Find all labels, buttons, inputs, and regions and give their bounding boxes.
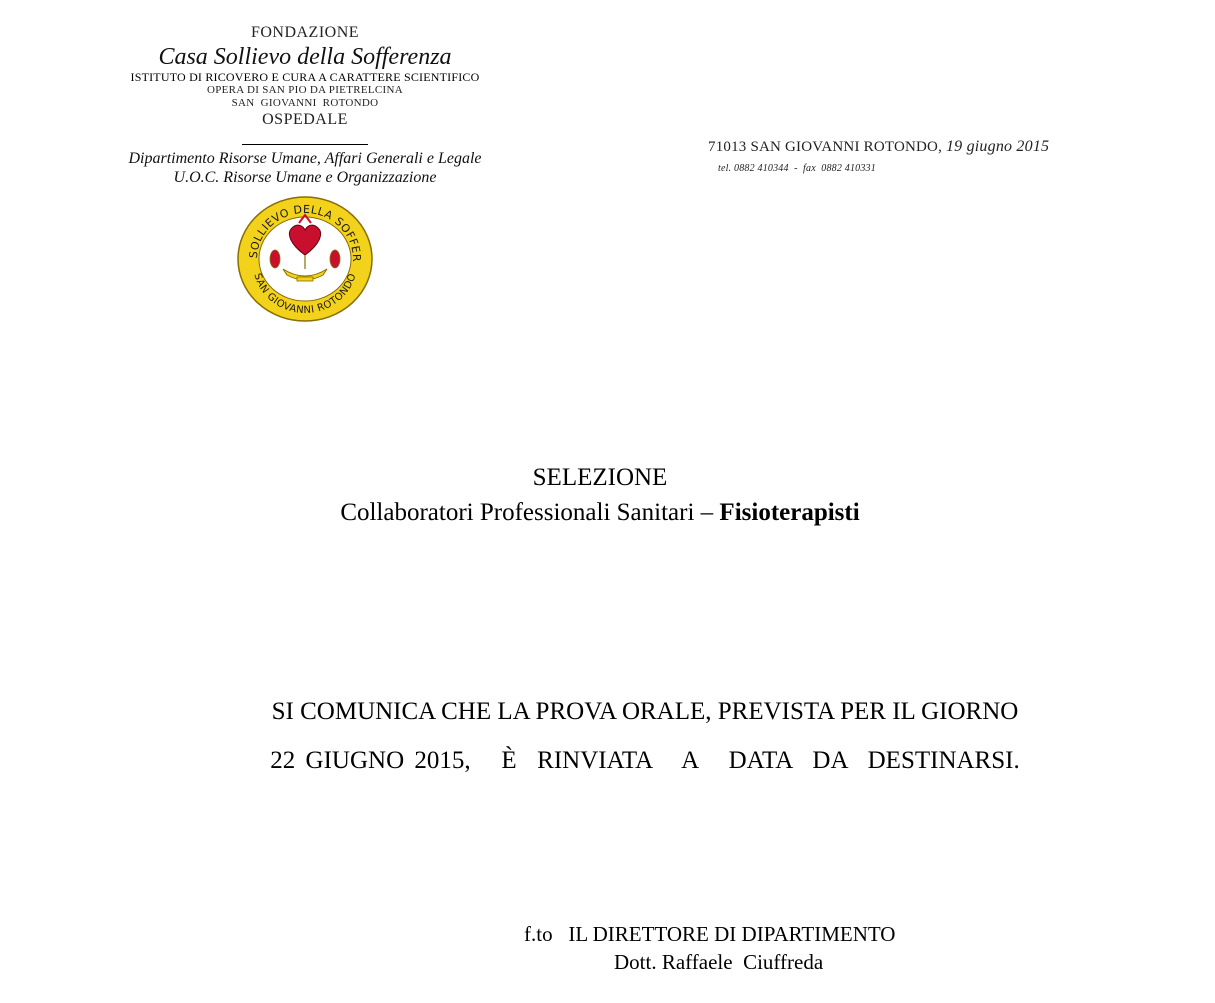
svg-text:CASA SOLLIEVO DELLA SOFFERENZA: SOLLIEVO DELLA SOFFER — [246, 202, 364, 263]
opera-line: OPERA DI SAN PIO DA PIETRELCINA — [206, 84, 403, 96]
hospital-label: OSPEDALE — [262, 111, 348, 128]
institute-line: ISTITUTO DI RICOVERO E CURA A CARATTERE SCIENTIFICO — [130, 70, 480, 84]
notice-line-1: SI COMUNICA CHE LA PROVA ORALE, PREVISTA PER IL GIORNO — [271, 698, 1019, 725]
place-and-date — [708, 138, 1049, 156]
svg-text:SAN GIOVANNI ROTONDO: SAN GIOVANNI ROTONDO — [251, 272, 359, 317]
notice-line-2: 22 GIUGNO 2015, È RINVIATA A DATA DA DESTINARSI. — [270, 747, 1020, 774]
contact-line: tel. 0882 410344 - fax 0882 410331 — [718, 163, 876, 174]
town-line: SAN GIOVANNI ROTONDO — [231, 97, 379, 109]
letterhead-divider — [242, 144, 368, 145]
signature-title: f.to IL DIRETTORE DI DIPARTIMENTO — [524, 922, 896, 946]
seal-icon — [235, 193, 375, 323]
foundation-label: FONDAZIONE — [250, 24, 360, 41]
unit-line: U.O.C. Risorse Umane e Organizzazione — [173, 169, 437, 186]
subtitle-prefix: Collaboratori Professionali Sanitari – — [340, 499, 720, 526]
letterhead — [60, 22, 550, 187]
department-line: Dipartimento Risorse Umane, Affari Generali e Legale — [128, 150, 482, 167]
document-subtitle — [0, 497, 1200, 529]
signature-name: Dott. Raffaele Ciuffreda — [614, 950, 824, 974]
subtitle-role: Fisioterapisti — [719, 499, 860, 526]
document-title: SELEZIONE — [532, 464, 668, 491]
place-text: 71013 SAN GIOVANNI ROTONDO, — [708, 139, 943, 155]
foundation-seal-logo — [235, 193, 375, 323]
foundation-name: Casa Sollievo della Sofferenza — [158, 44, 452, 70]
date-text: 19 giugno 2015 — [945, 138, 1050, 155]
